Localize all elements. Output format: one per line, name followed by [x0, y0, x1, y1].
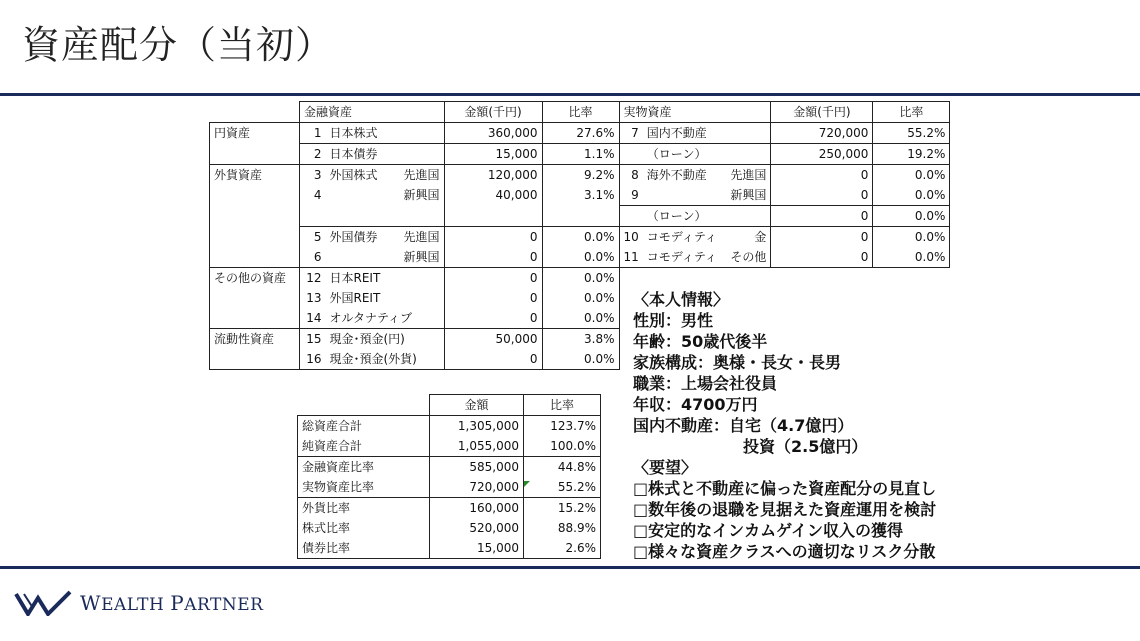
amount-cell: 15,000 [444, 144, 542, 165]
asset-name [326, 185, 400, 206]
summary-header-amount: 金額 [430, 395, 524, 416]
summary-row [298, 436, 601, 457]
summary-label: 金融資産比率 [298, 457, 430, 478]
ratio-cell: 0.0% [542, 247, 619, 268]
row-number: 14 [300, 308, 326, 329]
category-cell [210, 144, 300, 165]
asset-name: 日本REIT [326, 268, 400, 289]
amount-cell: 0 [771, 206, 873, 227]
summary-label: 債券比率 [298, 538, 430, 559]
request-heading: 〈要望〉 [633, 458, 698, 477]
ratio-cell: 0.0% [873, 165, 950, 186]
amount-cell: 120,000 [444, 165, 542, 186]
ratio-cell: 0.0% [542, 349, 619, 370]
info-line: 投資（2.5億円） [743, 437, 868, 456]
asset-sub [721, 206, 771, 227]
summary-ratio: 88.9% [524, 518, 601, 538]
summary-ratio: 55.2% [524, 477, 601, 498]
ratio-cell: 0.0% [542, 288, 619, 308]
header-real-ratio: 比率 [873, 102, 950, 123]
summary-ratio: 44.8% [524, 457, 601, 478]
category-cell [210, 247, 300, 268]
asset-name: 日本株式 [329, 126, 378, 140]
header-real-amount: 金額(千円) [771, 102, 873, 123]
amount-cell: 50,000 [444, 329, 542, 350]
ratio-cell: 0.0% [873, 227, 950, 248]
category-cell [210, 288, 300, 308]
asset-sub [400, 144, 445, 165]
request-item: □安定的なインカムゲイン収入の獲得 [633, 521, 903, 540]
summary-row [298, 477, 601, 498]
asset-name: 日本債券 [326, 144, 400, 165]
amount-cell: 0 [444, 288, 542, 308]
request-item: □株式と不動産に偏った資産配分の見直し [633, 479, 937, 498]
asset-sub: 金 [721, 227, 771, 248]
asset-sub: 新興国 [403, 188, 440, 203]
page-title: 資産配分（当初） [22, 23, 335, 67]
asset-sub: 新興国 [403, 250, 440, 264]
table-row [210, 123, 950, 144]
ratio-cell: 9.2% [542, 165, 619, 186]
row-number: 9 [619, 185, 643, 206]
summary-amount: 1,305,000 [430, 416, 524, 437]
info-line: 年齢：50歳代後半 [633, 332, 768, 351]
info-line: 年収：4700万円 [633, 395, 758, 414]
asset-sub [400, 268, 445, 289]
summary-label: 実物資産比率 [298, 477, 430, 498]
category-cell: 外貨資産 [210, 165, 300, 186]
summary-row [298, 538, 601, 559]
header-ratio: 比率 [542, 102, 619, 123]
ratio-cell: 55.2% [873, 123, 950, 144]
category-cell [210, 227, 300, 248]
asset-sub: その他 [721, 247, 771, 268]
request-item: □数年後の退職を見据えた資産運用を検討 [633, 500, 937, 519]
summary-header [298, 395, 601, 416]
ratio-cell [542, 206, 619, 227]
amount-cell: 0 [444, 227, 542, 248]
cell-comment-marker [524, 481, 530, 487]
asset-sub [400, 123, 445, 144]
ratio-cell: 27.6% [542, 123, 619, 144]
category-cell [210, 206, 300, 227]
summary-label: 株式比率 [298, 518, 430, 538]
asset-name: 外国債券 [326, 227, 400, 248]
category-cell [210, 308, 300, 329]
ratio-cell: 1.1% [542, 144, 619, 165]
asset-name: オルタナティブ [329, 311, 413, 325]
summary-row [298, 416, 601, 437]
table-header [210, 102, 950, 123]
brand-initial-p: P [170, 591, 185, 615]
row-number: 15 [300, 329, 326, 350]
row-number: 10 [619, 227, 643, 248]
table-row [210, 247, 950, 268]
asset-name: （ローン） [643, 144, 721, 165]
table-row [210, 206, 950, 227]
table-row [210, 268, 950, 289]
table-row [210, 185, 950, 206]
summary-label: 外貨比率 [298, 498, 430, 519]
asset-name: （ローン） [643, 206, 721, 227]
asset-name: 海外不動産 [643, 165, 721, 186]
ratio-cell: 19.2% [873, 144, 950, 165]
amount-cell: 0 [771, 227, 873, 248]
asset-sub [400, 288, 445, 308]
info-line: 家族構成：奥様・長女・長男 [633, 353, 842, 372]
asset-sub [400, 206, 445, 227]
brand-word-ealth: EALTH [101, 595, 165, 615]
row-number: 11 [619, 247, 643, 268]
amount-cell: 250,000 [771, 144, 873, 165]
row-number: 16 [300, 349, 326, 370]
category-cell [210, 185, 300, 206]
ratio-cell: 0.0% [873, 206, 950, 227]
ratio-cell: 0.0% [542, 227, 619, 248]
asset-sub: 先進国 [400, 227, 445, 248]
summary-amount: 15,000 [430, 538, 524, 559]
row-number [619, 144, 643, 165]
table-row [210, 227, 950, 248]
brand-name [80, 591, 263, 615]
ratio-cell: 0.0% [873, 247, 950, 268]
row-number: 7 [619, 123, 643, 144]
summary-label: 純資産合計 [298, 436, 430, 457]
asset-name: 現金･預金(円) [326, 329, 445, 350]
bottom-divider [0, 566, 1140, 569]
asset-name [643, 185, 721, 206]
amount-cell: 0 [771, 247, 873, 268]
row-number: 1 [300, 123, 326, 144]
summary-amount: 160,000 [430, 498, 524, 519]
summary-row [298, 457, 601, 478]
amount-cell: 0 [444, 247, 542, 268]
brand-word-artner: ARTNER [184, 595, 264, 615]
table-row [210, 144, 950, 165]
summary-ratio: 15.2% [524, 498, 601, 519]
summary-table [297, 394, 601, 559]
row-number [619, 206, 643, 227]
summary-label: 総資産合計 [298, 416, 430, 437]
amount-cell: 0 [444, 308, 542, 329]
header-fin-asset: 金融資産 [300, 102, 445, 123]
asset-sub: 先進国 [721, 165, 771, 186]
brand-initial-w: W [80, 591, 102, 615]
amount-cell: 0 [444, 349, 542, 370]
row-number: 4 [300, 185, 326, 206]
summary-ratio: 2.6% [524, 538, 601, 559]
row-number: 6 [300, 247, 326, 268]
info-heading: 〈本人情報〉 [633, 290, 730, 309]
category-cell: その他の資産 [210, 268, 300, 289]
summary-amount: 585,000 [430, 457, 524, 478]
amount-cell: 0 [771, 185, 873, 206]
ratio-cell: 0.0% [542, 308, 619, 329]
info-line: 職業：上場会社役員 [633, 374, 778, 393]
amount-cell: 40,000 [444, 185, 542, 206]
summary-row [298, 518, 601, 538]
category-cell: 流動性資産 [210, 329, 300, 350]
summary-header-ratio: 比率 [524, 395, 601, 416]
table-row [210, 165, 950, 186]
amount-cell: 0 [771, 165, 873, 186]
category-cell: 円資産 [210, 123, 300, 144]
asset-name: 国内不動産 [646, 126, 707, 140]
row-number: 12 [300, 268, 326, 289]
row-number: 5 [300, 227, 326, 248]
asset-name: コモディティ [643, 227, 721, 248]
summary-amount: 1,055,000 [430, 436, 524, 457]
row-number: 8 [619, 165, 643, 186]
category-cell [210, 349, 300, 370]
amount-cell: 720,000 [771, 123, 873, 144]
asset-name [326, 206, 400, 227]
ratio-cell: 3.1% [542, 185, 619, 206]
asset-name: 外国REIT [329, 291, 381, 305]
row-number: 2 [300, 144, 326, 165]
amount-cell: 0 [444, 268, 542, 289]
info-line: 性別：男性 [633, 311, 714, 330]
request-item: □様々な資産クラスへの適切なリスク分散 [633, 542, 936, 561]
amount-cell [444, 206, 542, 227]
asset-name: 現金･預金(外貨) [326, 349, 445, 370]
asset-name: コモディティ [643, 247, 721, 268]
asset-sub: 新興国 [730, 188, 767, 202]
summary-amount: 720,000 [430, 477, 524, 498]
ratio-cell: 0.0% [873, 185, 950, 206]
summary-ratio: 123.7% [524, 416, 601, 437]
row-number: 3 [300, 165, 326, 186]
amount-cell: 360,000 [444, 123, 542, 144]
summary-amount: 520,000 [430, 518, 524, 538]
summary-ratio: 100.0% [524, 436, 601, 457]
w-logo-icon [14, 590, 72, 616]
row-number: 13 [300, 288, 326, 308]
asset-sub [721, 123, 771, 144]
header-real-asset: 実物資産 [619, 102, 771, 123]
summary-row [298, 498, 601, 519]
header-amount: 金額(千円) [444, 102, 542, 123]
info-line: 国内不動産：自宅（4.7億円） [633, 416, 854, 435]
client-info [633, 289, 936, 562]
brand-logo [14, 590, 263, 616]
asset-name: 外国株式 [326, 165, 400, 186]
top-divider [0, 93, 1140, 96]
ratio-cell: 3.8% [542, 329, 619, 350]
asset-name [326, 247, 400, 268]
asset-sub: 先進国 [400, 165, 445, 186]
ratio-cell: 0.0% [542, 268, 619, 289]
row-number [300, 206, 326, 227]
asset-sub [721, 144, 771, 165]
